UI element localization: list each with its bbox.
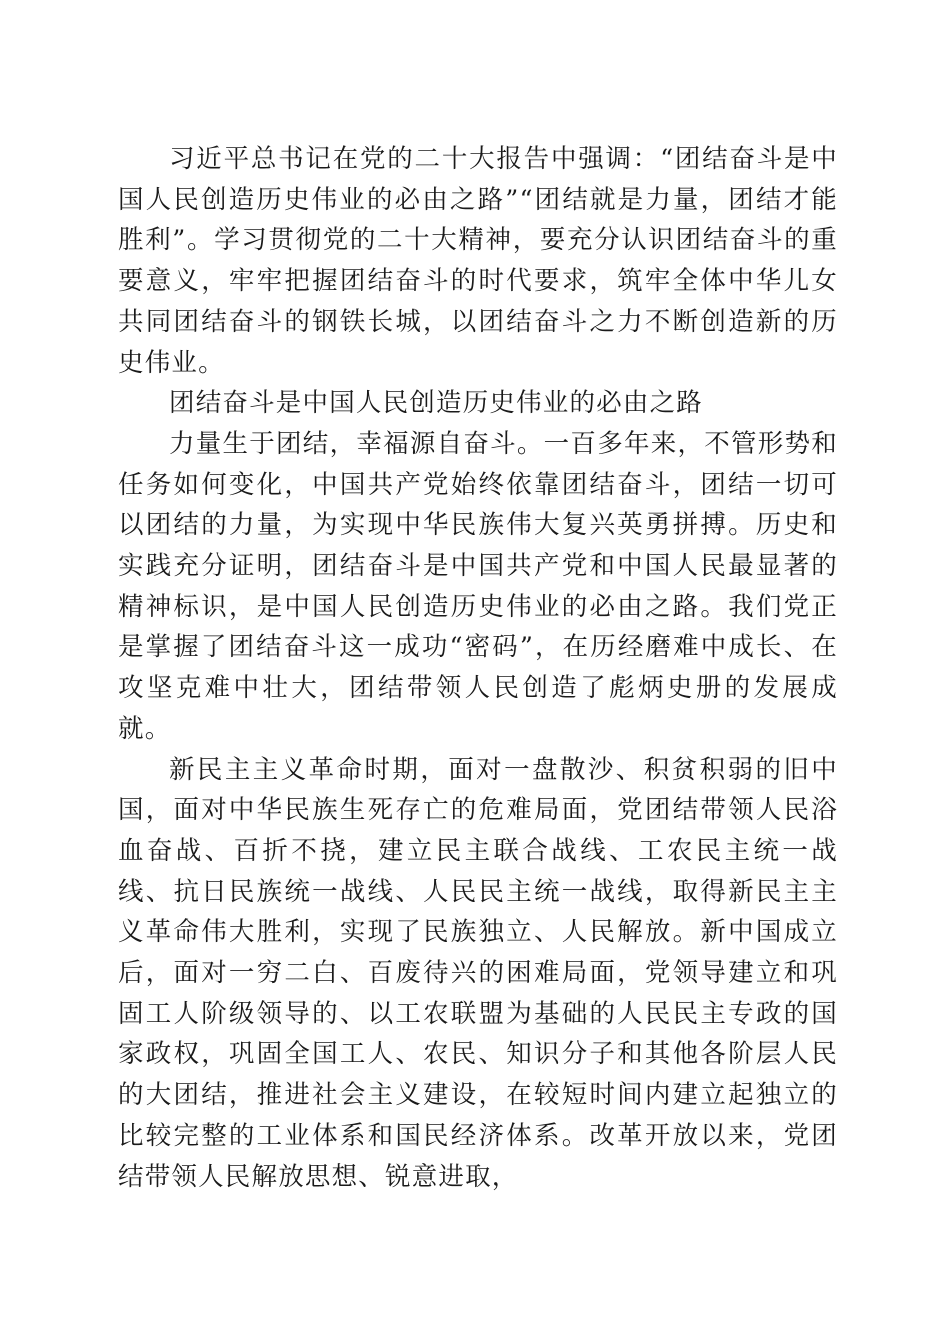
document-body	[118, 139, 838, 1197]
section-heading: 团结奋斗是中国人民创造历史伟业的必由之路	[169, 388, 704, 419]
intro-paragraph: 习近平总书记在党的二十大报告中强调：“团结奋斗是中国人民创造历史伟业的必由之路”“团结就是力量，团结才能胜利”。学习贯彻党的二十大精神，要充分认识团结奋斗的重要意义，牢牢把握团结奋斗的时代要求，筑牢全体中华儿女共同团结奋斗的钢铁长城，以团结奋斗之力不断创造新的历史伟业。	[118, 144, 838, 378]
body-paragraph: 力量生于团结，幸福源自奋斗。一百多年来，不管形势和任务如何变化，中国共产党始终依靠团结奋斗，团结一切可以团结的力量，为实现中华民族伟大复兴英勇拼搏。历史和实践充分证明，团结奋斗是中国共产党和中国人民最显著的精神标识，是中国人民创造历史伟业的必由之路。我们党正是掌握了团结奋斗这一成功“密码”，在历经磨难中成长、在攻坚克难中壮大，团结带领人民创造了彪炳史册的发展成就。	[118, 428, 838, 744]
body-paragraph: 新民主主义革命时期，面对一盘散沙、积贫积弱的旧中国，面对中华民族生死存亡的危难局面，党团结带领人民浴血奋战、百折不挠，建立民主联合战线、工农民主统一战线、抗日民族统一战线、人民民主统一战线，取得新民主主义革命伟大胜利，实现了民族独立、人民解放。新中国成立后，面对一穷二白、百废待兴的困难局面，党领导建立和巩固工人阶级领导的、以工农联盟为基础的人民民主专政的国家政权，巩固全国工人、农民、知识分子和其他各阶层人民的大团结，推进社会主义建设，在较短时间内建立起独立的比较完整的工业体系和国民经济体系。改革开放以来，党团结带领人民解放思想、锐意进取，	[118, 754, 838, 1192]
